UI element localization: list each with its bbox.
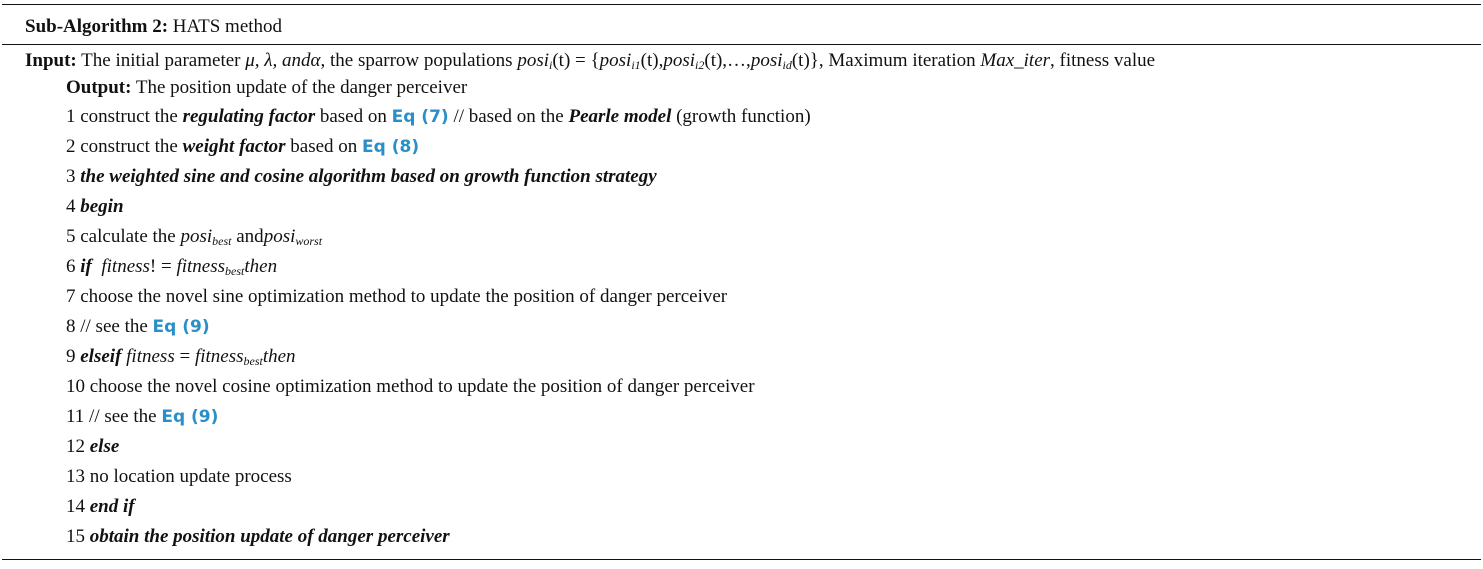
posi-sub: id <box>782 58 792 72</box>
input-line <box>25 49 1155 77</box>
posi-var: posi <box>750 50 783 71</box>
step-number: 3 <box>66 166 76 187</box>
step-1 <box>66 105 811 129</box>
max-iter: Max_iter <box>980 50 1051 71</box>
posi-var: posi <box>263 226 296 247</box>
fitness-sub: best <box>225 264 245 278</box>
keyword: then <box>262 346 296 367</box>
algorithm-title <box>25 15 282 39</box>
step-text: no location update process <box>89 466 292 487</box>
fitness-var: fitness <box>194 346 244 367</box>
step-7 <box>66 285 727 309</box>
step-text: // see the <box>89 406 157 427</box>
step-number: 12 <box>66 436 85 457</box>
keyword: if <box>80 256 92 277</box>
posi-var: posi <box>663 50 696 71</box>
step-emph: begin <box>80 196 124 217</box>
input-text: , the sparrow populations <box>320 50 513 71</box>
keyword: elseif <box>80 346 122 367</box>
keyword: else <box>89 436 120 457</box>
step-2 <box>66 135 419 159</box>
step-emph: weight factor <box>182 136 286 157</box>
step-text: based on <box>290 136 358 157</box>
step-8 <box>66 315 210 339</box>
step-number: 6 <box>66 256 76 277</box>
posi-arg: (t),…, <box>704 50 751 71</box>
step-text: calculate the <box>80 226 176 247</box>
posi-sub: i <box>549 58 553 72</box>
fitness-var: fitness <box>126 346 175 367</box>
step-emph: the weighted sine and cosine algorithm based on growth function strategy <box>80 166 657 187</box>
keyword: then <box>244 256 278 277</box>
posi-eq: (t) = { <box>552 50 600 71</box>
eq9-link[interactable]: Eq (9) <box>152 317 210 337</box>
posi-var: posi <box>517 50 549 71</box>
fitness-var: fitness <box>176 256 226 277</box>
step-3 <box>66 165 657 189</box>
posi-arg: (t)} <box>791 50 819 71</box>
posi-sub: i1 <box>631 58 641 72</box>
eq7-link[interactable]: Eq (7) <box>391 107 449 127</box>
step-12 <box>66 435 119 459</box>
posi-var: posi <box>180 226 213 247</box>
step-number: 11 <box>66 406 85 427</box>
step-number: 5 <box>66 226 76 247</box>
algorithm-name: HATS method <box>172 16 283 37</box>
step-text: and <box>236 226 264 247</box>
input-text: The initial parameter <box>81 50 241 71</box>
step-number: 15 <box>66 526 85 547</box>
output-label: Output: <box>66 77 132 98</box>
step-5 <box>66 225 322 253</box>
step-number: 13 <box>66 466 85 487</box>
step-13 <box>66 465 292 489</box>
input-text: , Maximum iteration <box>818 50 976 71</box>
step-6 <box>66 255 277 283</box>
step-text: construct the <box>80 106 178 127</box>
step-text: choose the novel sine optimization method to update the position of danger perceiver <box>80 286 728 307</box>
step-11 <box>66 405 218 429</box>
step-text: // see the <box>80 316 148 337</box>
operator: = <box>179 346 191 367</box>
step-number: 14 <box>66 496 85 517</box>
fitness-sub: best <box>243 354 263 368</box>
posi-sub: i2 <box>695 58 705 72</box>
step-number: 4 <box>66 196 76 217</box>
eq9-link[interactable]: Eq (9) <box>161 407 219 427</box>
posi-arg: (t), <box>640 50 664 71</box>
table-bottom-rule <box>2 559 1481 560</box>
step-14 <box>66 495 135 519</box>
table-top-rule <box>2 4 1481 5</box>
step-emph: regulating factor <box>182 106 316 127</box>
step-text: construct the <box>80 136 178 157</box>
step-text: choose the novel cosine optimization method to update the position of danger perceiver <box>89 376 755 397</box>
step-number: 8 <box>66 316 76 337</box>
keyword: end if <box>89 496 135 517</box>
output-line <box>66 76 467 100</box>
step-4 <box>66 195 124 219</box>
input-text: , fitness value <box>1050 50 1156 71</box>
posi-sub: best <box>212 234 232 248</box>
step-number: 7 <box>66 286 76 307</box>
step-text: // based on the <box>453 106 564 127</box>
step-9 <box>66 345 296 373</box>
step-15 <box>66 525 450 549</box>
posi-sub: worst <box>295 234 323 248</box>
table-header-rule <box>2 44 1481 45</box>
output-text: The position update of the danger perceiver <box>135 77 468 98</box>
algorithm-label: Sub-Algorithm 2: <box>25 16 169 37</box>
eq8-link[interactable]: Eq (8) <box>362 137 420 157</box>
step-text: based on <box>319 106 387 127</box>
input-label: Input: <box>25 50 77 71</box>
step-10 <box>66 375 755 399</box>
input-params: μ, λ, andα <box>245 50 321 71</box>
fitness-var: fitness <box>101 256 150 277</box>
step-emph: obtain the position update of danger perceiver <box>89 526 450 547</box>
posi-var: posi <box>599 50 632 71</box>
operator: ! = <box>149 256 172 277</box>
posi-expr <box>517 50 552 71</box>
step-number: 9 <box>66 346 76 367</box>
step-number: 10 <box>66 376 85 397</box>
step-number: 2 <box>66 136 76 157</box>
step-number: 1 <box>66 106 76 127</box>
step-emph: Pearle model <box>568 106 672 127</box>
step-text: (growth function) <box>676 106 811 127</box>
